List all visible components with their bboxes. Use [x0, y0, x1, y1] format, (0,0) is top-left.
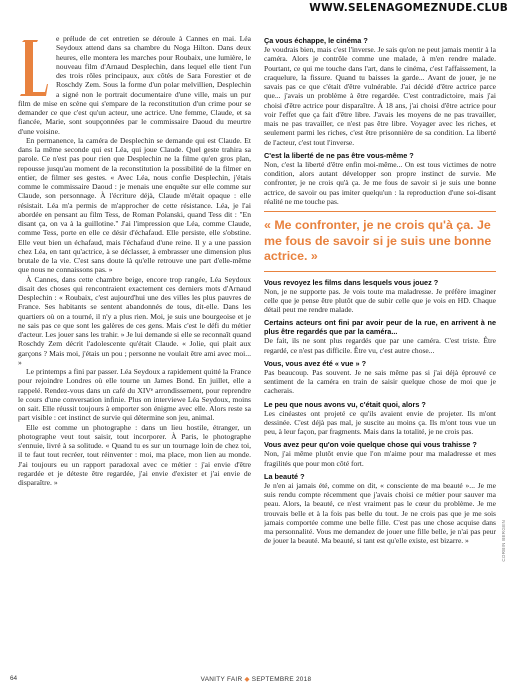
opening-paragraph-block — [18, 34, 251, 136]
paragraph: À Cannes, dans cette chambre beige, encore trop rangée, Léa Seydoux disait des choses qui rencontraient exactement ces derniers mots d'Arnaud Desplechin : « Roubaix, c'est aujourd'hui une des villes les plus pauvres de France. Ses habitants se sentent abandonnés de tous, dit-elle. Dans les quartiers où on a tourné, il n'y a plus rien. Moi, je suis une bourgeoise et je ne sais pas ce que sont les galères de ces gens. Mais c'est le défi du métier d'acteur. Les jouer sans les trahir. » Je lui demande si elle se reconnaît quand Roschdy Zem décrit l'adolescente qu'était Claude. « Jolie, qui plait aux garçons ? Mais moi, j'étais un pou ; personne ne voulait être ami avec moi... » — [18, 274, 251, 367]
interview-question: Le peu que nous avons vu, c'était quoi, alors ? — [264, 399, 426, 409]
interview-answer: Non, j'ai même plutôt envie que l'on m'aime pour ma maladresse et mes fragilités que pour mon côté fort. — [264, 449, 496, 468]
paragraph: En permanence, la caméra de Desplechin se demande qui est Claude. Et dans la même seconde qui est Léa, qui joue Claude. Quel geste trahira sa parole. Ce n'est pas pour rien que Desplechin ne la filme qu'en gros plan, repousse jusqu'au moment de la reconstitution la possibilité de la filmer en entier, de filmer ses gestes. « Avec Léa, nous confie Desplechin, j'étais comme le commissaire Daoud : je menais une enquête sur elle comme sur Claude, son personnage. À l'écriture déjà, Claude m'était opaque : elle résistait. Léa m'a permis de m'approcher de cette résistance. Léa, je l'ai abordée en pensant au film Tess, de Roman Polanski, quand Tess dit : "En disant ça, on va à la guillotine." J'ai l'impression que Léa, comme Claude, comme Tess, porte en elle ce désir d'échafaud. Elle persiste, elle s'obstine. Elle veut bien un échafaud, mais l'échafaud d'une reine. Il y a une passion chez Léa, en tant qu'actrice, à se déclasser, à embrasser une dimension plus brutale de la vie. C'est sans doute là qu'elle retrouve une part d'elle-même que nous ne connaissons pas. » — [18, 135, 251, 275]
magazine-name: VANITY FAIR — [200, 676, 243, 683]
watermark-url: WWW.SELENAGOMEZNUDE.CLUB — [309, 2, 508, 14]
photo-credit: CORBIN BERGEN — [501, 520, 506, 562]
interview-question: La beauté ? — [264, 471, 305, 481]
paragraph: Le printemps a fini par passer. Léa Seydoux a rapidement quitté la France pour rejoindre Londres où elle tourne un James Bond. En juillet, elle a rappelé. Rendez-vous dans un café du XIVᵉ arrondissement, pour reprendre le cours d'une conversation infinie. Plus on interviewe Léa Seydoux, moins on sait. Elle réussit toujours à emporter son énigme avec elle. Alors reste sa part visible : cet instinct de survie qui détermine son jeu, animal. — [18, 367, 251, 423]
interview-question: C'est la liberté de ne pas être vous-même ? — [264, 150, 414, 160]
left-column — [18, 34, 251, 662]
interview-answer: Je voudrais bien, mais c'est l'inverse. Je sais qu'on ne peut jamais mentir à la caméra. Alors je contrôle comme une malade, à m'en rendre malade. Pourtant, ce qui me touche dans l'art, dans le cinéma, c'est l'affaissement, la craquelure, la fissure. Quand tu baisses la garde... Avant de jouer, je ne savais pas ce que c'était d'être vulnérable. J'ai décidé d'être actrice parce que... j'avais un problème à être regardée. C'est contradictoire, mais j'ai choisi d'être actrice pour disparaître. À 18 ans, j'ai choisi d'être actrice pour voir l'effet que ça fait d'être libre. J'avais les moyens de ne pas travailler, mais ne pas travailler, ce n'est pas être libre. Voyager avec les riches, et seulement parmi les riches, c'est être prisonnière de sa condition. La liberté de l'acteur, c'est tout l'inverse. — [264, 45, 496, 147]
paragraph: e prélude de cet entretien se déroule à Cannes en mai. Léa Seydoux attend dans sa chambre du Noga Hilton. Dans deux heures, elle montera les marches pour Roubaix, une lumière, le nouveau film d'Arnaud Desplechin, dans lequel elle tient l'un des trois rôles principaux, aux côtés de Sara Forestier et de Roschdy Zem. Sous la forme d'un polar melvillien, Desplechin a signé non le portrait documentaire d'une ville, mais un pur film de mise en scène qui s'empare de la reconstitution d'un crime pour se demander ce que c'est qu'un acteur, une actrice. Une femme, Claude, et sa fiancée, Marie, sont soupçonnées par le commissaire Daoud du meurtre d'une voisine. — [18, 34, 251, 136]
footer-issue-line — [0, 675, 512, 683]
interview-answer: Je n'en ai jamais été, comme on dit, « consciente de ma beauté »... Je me suis rendu compte récemment que j'avais choisi ce métier pour sauver ma peau. Alors, la beauté, ce n'est vraiment pas le cœur du problème. Je me trouvais belle et à la fois pas belle du tout. Je ne crois pas que je me sois jamais comportée comme une belle fille. C'est pas une chose acquise dans ma personnalité. Vous me demandez de jouer une fille belle, je n'ai pas peur de jouer la beauté. Ma beauté, si tant est qu'elle existe, est bizarre. » — [264, 480, 496, 546]
interview-answer: Non, c'est la liberté d'être enfin moi-même... On est tous victimes de notre condition, alors autant développer son propre instinct de survie. Me confronter, je ne crois qu'à ça. Je me fous de savoir si je suis une bonne actrice, de savoir ou pas imiter quelqu'un : la reproduction d'une soi-disant réalité ne me touche pas. — [264, 159, 496, 206]
interview-answer: Pas beaucoup. Pas souvent. Je ne sais même pas si j'ai déjà éprouvé ce sentiment de la caméra en train de saisir quelque chose de moi que je cacherais. — [264, 367, 496, 396]
pull-quote: « Me confronter, je ne crois qu'à ça. Je me fous de savoir si je suis une bonne actrice. » — [264, 211, 496, 272]
interview-question: Vous avez peur qu'on voie quelque chose qui vous trahisse ? — [264, 440, 477, 450]
interview-answer: Les cinéastes ont projeté ce qu'ils avaient envie de projeter. Ils m'ont dessinée. C'est déjà pas mal, je suscite au moins ça. Ils m'ont tous vue un peu, à leur façon, par fragments. Mais dans la totalité, je ne crois pas. — [264, 408, 496, 436]
interview-question: Ça vous échappe, le cinéma ? — [264, 36, 368, 45]
interview-answer: De fait, ils ne sont plus regardés que par une caméra. C'est triste. Être regardé, ce n'est pas difficile. Être vu, c'est autre chose... — [264, 336, 496, 355]
page-footer — [0, 675, 512, 687]
diamond-separator-icon: ◆ — [244, 676, 250, 683]
interview-question: Certains acteurs ont fini par avoir peur de la rue, en arrivent à ne plus être regardés que par la caméra... — [264, 318, 496, 337]
page-number: 64 — [10, 675, 18, 682]
paragraph: Elle est comme un photographe : dans un lieu hostile, étranger, un photographe veut tout saisir, tout incorporer. À Paris, le photographe s'ennuie, livré à sa solitude. « Quand tu es sur un tournage loin de chez toi, il te faut tout recréer, tout réinventer : moi, ma place, mon lien au monde. J'ai toujours eu un rapport paradoxal avec ce métier : j'ai envie d'être regardée et je déteste être regardée, j'ai envie d'exister et j'ai envie de disparaître. » — [18, 422, 251, 487]
interview-answer: Non, je ne supporte pas. Je vois toute ma maladresse. Je préfère imaginer celle que je pense être plutôt que de subir celle que je vois en HD. Chaque détail peut me rendre malade. — [264, 286, 496, 314]
interview-question: Vous, vous avez été « vue » ? — [264, 358, 367, 368]
interview-question: Vous revoyez les films dans lesquels vous jouez ? — [264, 277, 439, 287]
drop-cap-l — [18, 38, 48, 98]
issue-date: SEPTEMBRE 2018 — [251, 676, 312, 683]
right-column — [264, 36, 496, 660]
